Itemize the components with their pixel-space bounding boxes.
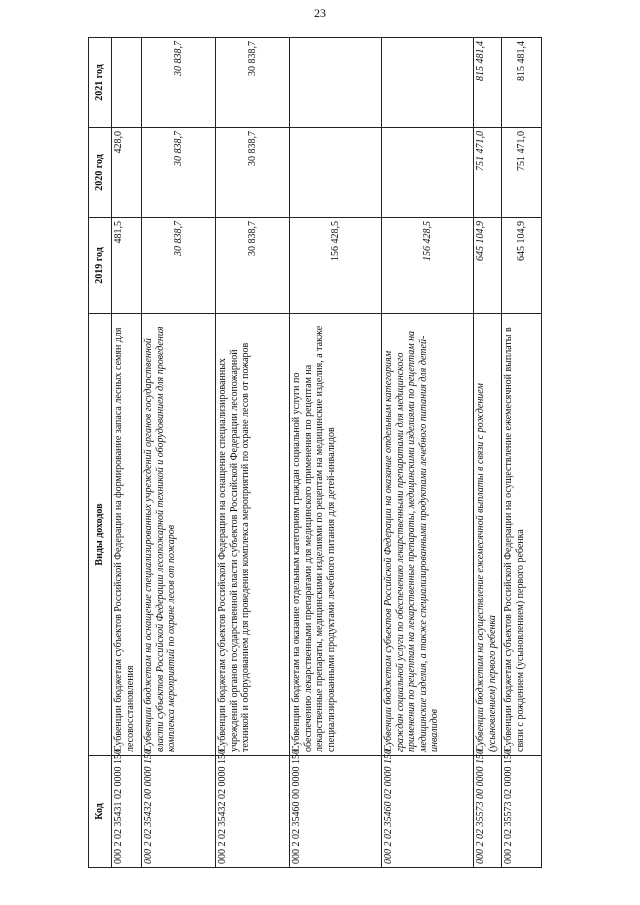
value-2021-cell: 815 481,4 — [502, 38, 542, 128]
code-cell: 000 2 02 35573 00 0000 150 — [474, 756, 502, 868]
header-revenue-type: Виды доходов — [89, 314, 112, 756]
code-cell: 000 2 02 35460 00 0000 150 — [290, 756, 382, 868]
code-cell: 000 2 02 35432 02 0000 150 — [216, 756, 290, 868]
value-2019-cell: 30 838,7 — [142, 218, 216, 314]
code-cell: 000 2 02 35432 00 0000 150 — [142, 756, 216, 868]
code-cell: 000 2 02 35573 02 0000 150 — [502, 756, 542, 868]
value-2021-cell — [112, 38, 142, 128]
table-row — [142, 38, 216, 868]
value-2020-cell — [382, 128, 474, 218]
value-2020-cell: 30 838,7 — [216, 128, 290, 218]
code-cell: 000 2 02 35431 02 0000 150 — [112, 756, 142, 868]
table-row — [502, 38, 542, 868]
value-2021-cell — [290, 38, 382, 128]
value-2019-cell: 156 428,5 — [382, 218, 474, 314]
table-body — [112, 38, 542, 868]
rotated-table-container — [88, 38, 538, 868]
header-2019: 2019 год — [89, 218, 112, 314]
description-cell: Субвенции бюджетам субъектов Российской Федерации на оказание отдельным категориям граждан социальной услуги по обеспечению лекарственными препаратами для медицинского применения по рецептам на лекарственные препараты, медицинскими изделиями по рецептам на медицинские изделия, а также специализированными продуктами лечебного питания для детей-инвалидов — [382, 314, 474, 756]
value-2021-cell: 30 838,7 — [216, 38, 290, 128]
value-2020-cell: 428,0 — [112, 128, 142, 218]
header-2020: 2020 год — [89, 128, 112, 218]
value-2020-cell: 751 471,0 — [474, 128, 502, 218]
value-2021-cell — [382, 38, 474, 128]
header-2021: 2021 год — [89, 38, 112, 128]
page-number: 23 — [314, 6, 326, 20]
value-2020-cell: 30 838,7 — [142, 128, 216, 218]
code-cell: 000 2 02 35460 02 0000 150 — [382, 756, 474, 868]
description-cell: Субвенции бюджетам на осуществление ежемесячной выплаты в связи с рождением (усыновлением) первого ребенка — [474, 314, 502, 756]
value-2019-cell: 645 104,9 — [502, 218, 542, 314]
table-header-row — [89, 38, 112, 868]
value-2020-cell: 751 471,0 — [502, 128, 542, 218]
description-cell: Субвенции бюджетам субъектов Российской Федерации на оснащение специализированных учреждений органов государственной власти субъектов Российской Федерации лесопожарной техникой и оборудованием для проведения комплекса мероприятий по охране лесов от пожаров — [216, 314, 290, 756]
description-cell: Субвенции бюджетам субъектов Российской Федерации на формирование запаса лесных семян для лесовосстановления — [112, 314, 142, 756]
value-2021-cell: 30 838,7 — [142, 38, 216, 128]
description-cell: Субвенции бюджетам на оказание отдельным категориям граждан социальной услуги по обеспечению лекарственными препаратами для медицинского применения по рецептам на лекарственные препараты, медицинскими изделиями по рецептам на медицинские изделия, а также специализированными продуктами лечебного питания для детей-инвалидов — [290, 314, 382, 756]
table-row — [290, 38, 382, 868]
value-2021-cell: 815 481,4 — [474, 38, 502, 128]
value-2019-cell: 30 838,7 — [216, 218, 290, 314]
header-code: Код — [89, 756, 112, 868]
value-2019-cell: 481,5 — [112, 218, 142, 314]
table-row — [474, 38, 502, 868]
table-row — [216, 38, 290, 868]
table-row — [112, 38, 142, 868]
description-cell: Субвенции бюджетам субъектов Российской Федерации на осуществление ежемесячной выплаты в связи с рождением (усыновлением) первого ребенка — [502, 314, 542, 756]
revenue-table — [88, 37, 542, 868]
value-2019-cell: 156 428,5 — [290, 218, 382, 314]
table-row — [382, 38, 474, 868]
value-2020-cell — [290, 128, 382, 218]
description-cell: Субвенции бюджетам на оснащение специализированных учреждений органов государственной власти субъектов Российской Федерации лесопожарной техникой и оборудованием для проведения комплекса мероприятий по охране лесов от пожаров — [142, 314, 216, 756]
value-2019-cell: 645 104,9 — [474, 218, 502, 314]
